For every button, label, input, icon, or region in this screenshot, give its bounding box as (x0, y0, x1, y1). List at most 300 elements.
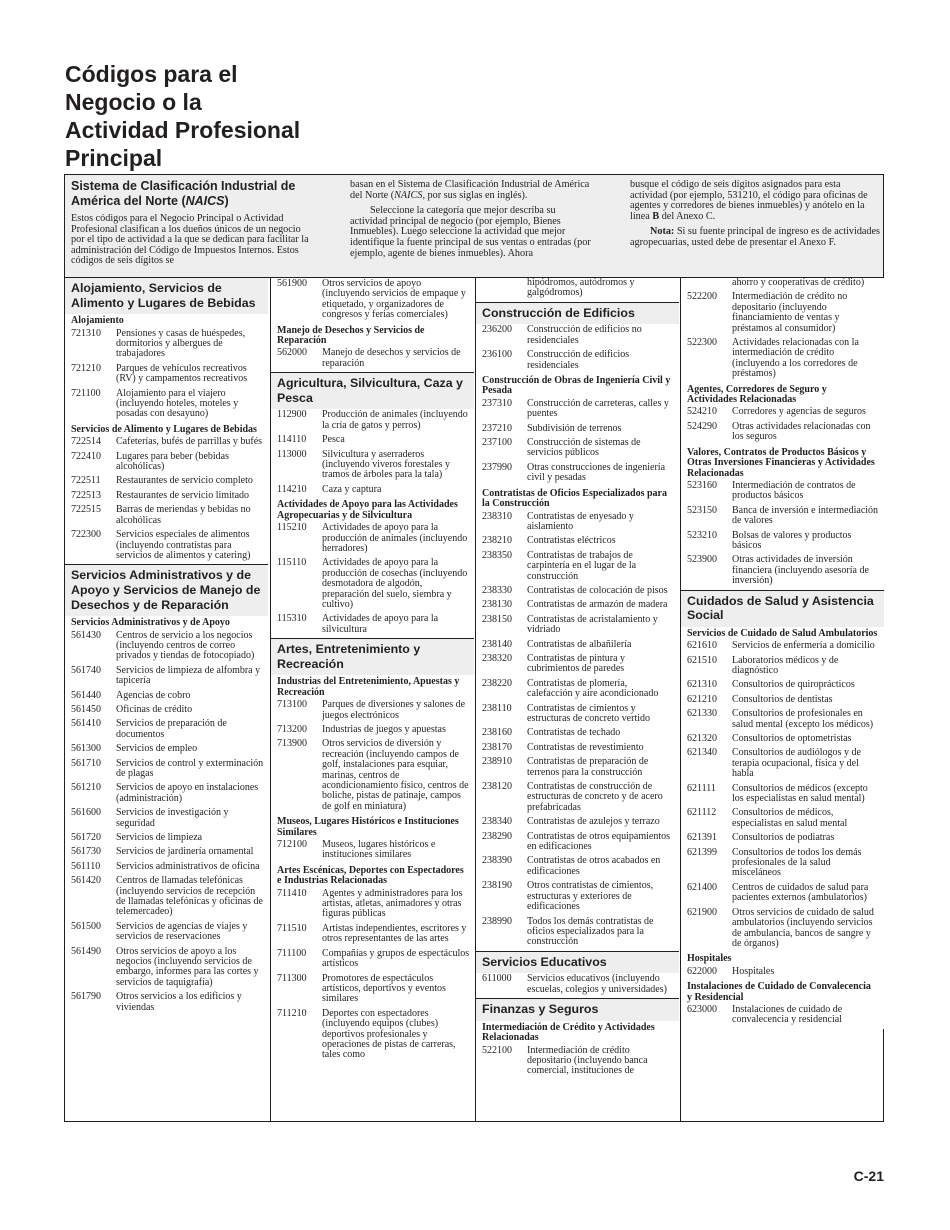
activity-description: Otras actividades relacionadas con los seguros (732, 420, 871, 443)
naics-code: 711300 (277, 972, 307, 984)
subcategory-heading: Alojamiento (71, 315, 124, 327)
naics-code: 621210 (687, 693, 717, 705)
code-entry (681, 966, 884, 980)
code-entry (65, 782, 268, 807)
intro-box (64, 174, 884, 278)
subcategory-heading: Actividades de Apoyo para las Actividades Agropecuarias y de Silvicultura (277, 499, 458, 521)
code-entry (271, 699, 474, 724)
activity-description: Parques de diversiones y salones de juegos electrónicos (322, 699, 466, 721)
naics-code: 721100 (71, 387, 101, 399)
activity-description: Centros de servicio a los negocios (incluyendo centros de correo privados y tiendas de fotocopiado) (116, 629, 255, 662)
activity-description: Producción de animales (incluyendo la cría de gatos y perros) (322, 409, 468, 431)
subcategory-heading: Industrias del Entretenimiento, Apuestas y Recreación (277, 676, 460, 698)
naics-code: 238120 (482, 781, 512, 793)
activity-description: Consultorios de optometristas (732, 733, 852, 744)
code-entry (271, 973, 474, 1008)
code-entry (271, 278, 474, 324)
activity-description: Industrias de juegos y apuestas (322, 723, 446, 735)
code-entry (65, 846, 268, 860)
code-entry (681, 337, 884, 383)
code-entry (271, 613, 474, 638)
code-entry (681, 655, 884, 680)
naics-code: 621310 (687, 679, 717, 691)
intro-col-3 (630, 180, 880, 249)
naics-code: 561410 (71, 718, 101, 730)
category-section (476, 998, 679, 1080)
code-entry (681, 882, 884, 907)
naics-code: 236200 (482, 324, 512, 336)
code-entry (476, 550, 679, 585)
activity-description: Agentes y administradores para los artistas, atletas, animadores y otras figuras públicas (322, 887, 463, 920)
code-entry (65, 921, 268, 946)
code-entry (271, 347, 474, 372)
naics-code: 561450 (71, 703, 101, 715)
naics-code: 238150 (482, 613, 512, 625)
code-entry (271, 738, 474, 815)
naics-code: 562000 (277, 347, 307, 359)
activity-description: Actividades de apoyo para la producción de animales (incluyendo herradores) (322, 522, 468, 554)
naics-code: 722410 (71, 450, 101, 462)
activity-description: Otros servicios de cuidado de salud ambulatorios (incluyendo servicios de ambulancia, bancos de sangre y de órganos) (732, 906, 874, 949)
page-title (65, 60, 300, 172)
naics-code: 621340 (687, 747, 717, 759)
naics-code: 238110 (482, 702, 512, 714)
code-entry (476, 639, 679, 653)
activity-description: Banca de inversión e intermediación de valores (732, 504, 879, 527)
code-entry (65, 328, 268, 363)
activity-description: Hospitales (732, 965, 775, 977)
activity-description: Bolsas de valores y productos básicos (732, 529, 852, 551)
code-entry (476, 880, 679, 915)
code-entry (65, 758, 268, 783)
naics-code: 722513 (71, 489, 101, 501)
naics-code: 621330 (687, 708, 717, 720)
activity-description: Contratistas de plomería, calefacción y aire acondicionado (527, 677, 659, 700)
code-entry (65, 490, 268, 504)
category-title: Finanzas y Seguros (476, 999, 679, 1021)
activity-description: Museos, lugares históricos e instituciones similares (322, 839, 436, 861)
naics-code: 713200 (277, 723, 307, 735)
activity-description: Contratistas de acristalamiento y vidriado (527, 613, 658, 636)
naics-code: 713100 (277, 699, 307, 711)
activity-description: Intermediación de crédito depositario (incluyendo banca comercial, instituciones de (527, 1044, 648, 1077)
activity-description: Actividades relacionadas con la intermediación de crédito (incluyendo a los corredores de préstamos) (732, 337, 859, 380)
title-line: Actividad Profesional (65, 117, 301, 143)
activity-description: Contratistas eléctricos (527, 535, 616, 547)
code-entry (681, 708, 884, 733)
activity-description: Agencias de cobro (116, 689, 191, 701)
naics-code: 561790 (71, 991, 101, 1003)
subcategory-heading: Hospitales (687, 953, 732, 965)
activity-description: Otros contratistas de cimientos, estructuras y exteriores de edificaciones (527, 880, 654, 913)
activity-description: Servicios de investigación y seguridad (116, 807, 229, 829)
code-entry (476, 585, 679, 599)
naics-code: 522200 (687, 291, 717, 303)
activity-description: Subdivisión de terrenos (527, 422, 622, 434)
code-entry (271, 948, 474, 973)
category-section (271, 638, 474, 1064)
naics-code: 561430 (71, 629, 101, 641)
category-section (65, 564, 268, 1016)
naics-code: 238170 (482, 741, 512, 753)
naics-code: 561600 (71, 807, 101, 819)
naics-code: 115110 (277, 557, 307, 569)
code-entry (271, 724, 474, 738)
naics-heading: Sistema de Clasificación Industrial de América del Norte (NAICS) (71, 179, 296, 208)
naics-code: 611000 (482, 973, 512, 985)
naics-code: 721210 (71, 362, 101, 374)
category-title: Construcción de Edificios (476, 303, 679, 325)
naics-code: 238390 (482, 855, 512, 867)
codes-column (65, 278, 268, 1121)
code-entry (681, 421, 884, 446)
category-title: Servicios Administrativos y de Apoyo y Servicios de Manejo de Desechos y de Reparación (65, 565, 268, 616)
activity-description: Artistas independientes, escritores y otros representantes de las artes (322, 922, 467, 945)
category-title: Alojamiento, Servicios de Alimento y Lugares de Bebidas (65, 278, 268, 314)
codes-column (681, 278, 884, 1121)
intro-col-2 (350, 180, 595, 259)
code-entry (271, 434, 474, 448)
code-entry (65, 504, 268, 529)
code-entry (476, 781, 679, 816)
title-line: Códigos para el (65, 61, 238, 87)
activity-description: Caza y captura (322, 483, 382, 495)
activity-description: Contratistas de otros equipamientos en edificaciones (527, 830, 671, 853)
code-entry (476, 855, 679, 880)
activity-description: Intermediación de contratos de productos básicos (732, 479, 856, 502)
activity-description: Contratistas de techado (527, 727, 621, 739)
code-entry (65, 363, 268, 388)
activity-description: Construcción de edificios residenciales (527, 349, 630, 371)
code-entry (476, 398, 679, 423)
code-entry (681, 679, 884, 693)
naics-code: 711510 (277, 922, 307, 934)
activity-description: Contratistas de albañilería (527, 638, 632, 650)
subcategory-heading: Contratistas de Oficios Especializados para la Construcción (482, 487, 667, 510)
code-entry (476, 278, 679, 302)
naics-code: 238160 (482, 727, 512, 739)
activity-description: Contratistas de colocación de pisos (527, 584, 668, 596)
subcategory-heading: Servicios Administrativos y de Apoyo (71, 617, 230, 629)
code-entry (65, 630, 268, 665)
code-entry (271, 1008, 474, 1064)
activity-description: Consultorios de todos los demás profesionales de la salud misceláneos (732, 846, 862, 879)
code-entry (476, 1045, 679, 1080)
code-entry (65, 451, 268, 476)
activity-description: Barras de meriendas y bebidas no alcohólicas (116, 504, 251, 526)
naics-code: 115310 (277, 613, 307, 625)
naics-code: 722515 (71, 504, 101, 516)
activity-description: Construcción de carreteras, calles y puentes (527, 397, 669, 420)
naics-code (482, 278, 527, 299)
naics-code: 621391 (687, 832, 717, 844)
code-entry (681, 291, 884, 337)
naics-code: 115210 (277, 522, 307, 534)
subcategory-heading: Museos, Lugares Históricos e Instituciones Similares (277, 816, 459, 838)
naics-code: 561420 (71, 875, 101, 887)
naics-code: 621320 (687, 733, 717, 744)
category-title: Agricultura, Silvicultura, Caza y Pesca (271, 373, 474, 409)
code-entry (271, 923, 474, 948)
naics-code: 561740 (71, 664, 101, 676)
code-entry (65, 946, 268, 992)
code-entry (476, 599, 679, 613)
activity-description: Oficinas de crédito (116, 703, 193, 715)
category-section (476, 302, 679, 951)
naics-code: 561500 (71, 920, 101, 932)
activity-description: Construcción de sistemas de servicios públicos (527, 437, 641, 459)
activity-description: Compañías y grupos de espectáculos artísticos (322, 947, 470, 970)
activity-description: Servicios educativos (incluyendo escuelas, colegios y universidades) (527, 973, 667, 995)
code-entry (271, 409, 474, 434)
naics-code: 621610 (687, 640, 717, 652)
activity-description: Alojamiento para el viajero (incluyendo hoteles, moteles y posadas con desayuno) (116, 387, 239, 420)
activity-description: Otras construcciones de ingeniería civil y pesadas (527, 461, 666, 484)
activity-description: Contratistas de trabajos de carpintería en el lugar de la construcción (527, 549, 637, 582)
activity-description: Corredores y agencias de seguros (732, 406, 866, 418)
naics-code: 711410 (277, 887, 307, 899)
code-entry (65, 475, 268, 489)
code-entry (681, 640, 884, 654)
naics-code: 561300 (71, 743, 101, 755)
naics-code: 238190 (482, 880, 512, 892)
naics-code: 112900 (277, 409, 307, 421)
naics-code: 561210 (71, 782, 101, 794)
naics-code: 237210 (482, 422, 512, 434)
naics-code: 238990 (482, 915, 512, 927)
activity-description: Otras actividades de inversión financiera (incluyendo asesoría de inversión) (732, 554, 869, 587)
naics-code: 621112 (687, 807, 717, 819)
code-entry (476, 535, 679, 549)
naics-code: 722514 (71, 436, 101, 448)
code-entry (476, 756, 679, 781)
code-entry (476, 614, 679, 639)
naics-code: 561490 (71, 945, 101, 957)
activity-description: ahorro y cooperativas de crédito) (732, 278, 865, 288)
activity-description: Consultorios de podiatras (732, 832, 835, 844)
code-entry (476, 349, 679, 374)
naics-code: 237990 (482, 461, 512, 473)
code-entry (681, 807, 884, 832)
activity-description: Contratistas de construcción de estructuras de concreto y de acero prefabricadas (527, 781, 663, 813)
activity-description: Contratistas de revestimiento (527, 741, 644, 753)
code-entry (681, 278, 884, 291)
activity-description: Contratistas de otros acabados en edificaciones (527, 855, 661, 877)
naics-code: 238340 (482, 816, 512, 828)
naics-code: 524290 (687, 420, 717, 432)
activity-description: Consultorios de profesionales en salud mental (excepto los médicos) (732, 708, 874, 730)
activity-description: Pesca (322, 434, 345, 446)
code-entry (681, 733, 884, 747)
naics-code: 621400 (687, 881, 717, 893)
category-section (271, 278, 474, 372)
code-entry (476, 727, 679, 741)
code-entry (681, 907, 884, 953)
naics-code: 114110 (277, 434, 307, 446)
naics-code: 561110 (71, 860, 101, 872)
activity-description: Intermediación de crédito no depositario (incluyendo financiamiento de ventas y préstamos al consumidor) (732, 291, 848, 334)
activity-description: hipódromos, autódromos y galgódromos) (527, 278, 635, 299)
code-entry (271, 839, 474, 864)
activity-description: Contratistas de enyesado y aislamiento (527, 510, 634, 532)
naics-code: 113000 (277, 448, 307, 460)
subcategory-heading: Instalaciones de Cuidado de Convalecencia y Residencial (687, 981, 871, 1003)
subcategory-heading: Intermediación de Crédito y Actividades Relacionadas (482, 1021, 655, 1044)
naics-code (687, 278, 732, 288)
naics-code: 721310 (71, 327, 101, 339)
activity-description: Contratistas de azulejos y terrazo (527, 816, 660, 828)
activity-description: Actividades de apoyo para la silvicultura (322, 613, 439, 635)
code-entry (65, 436, 268, 450)
code-entry (476, 831, 679, 856)
intro-col-1 (71, 175, 313, 267)
naics-code: 522100 (482, 1044, 512, 1056)
activity-description: Centros de llamadas telefónicas (incluyendo servicios de recepción de llamadas telefónicas y oficinas de telemercadeo) (116, 875, 263, 918)
subcategory-heading: Manejo de Desechos y Servicios de Reparación (277, 324, 425, 347)
activity-description: Consultorios de dentistas (732, 693, 833, 705)
intro-note: Nota: Si su fuente principal de ingreso es de actividades agropecuarias, usted debe de presentar el Anexo F. (630, 226, 881, 248)
activity-description: Servicios de empleo (116, 743, 198, 755)
activity-description: Manejo de desechos y servicios de reparación (322, 347, 461, 369)
intro-paragraph: basan en el Sistema de Clasificación Industrial de América del Norte (NAICS, por sus siglas en inglés). (350, 179, 590, 201)
title-line: Negocio o la (65, 89, 202, 115)
naics-code: 238330 (482, 584, 512, 596)
activity-description: Servicios de apoyo en instalaciones (administración) (116, 782, 259, 804)
activity-description: Servicios especiales de alimentos (incluyendo contratistas para servicios de alimentos y catering) (116, 529, 251, 561)
intro-paragraph: Seleccione la categoría que mejor describa su actividad principal de negocio (por ejemplo, Bienes Inmuebles). Luego seleccione la actividad que mejor identifique la fuente principal de sus ventas o entradas (por ejemplo, agente de bienes inmuebles). Ahora (350, 205, 591, 259)
activity-description: Instalaciones de cuidado de convalecencia y residencial (732, 1003, 843, 1026)
code-entry (681, 783, 884, 808)
category-section (681, 590, 884, 1029)
category-title: Artes, Entretenimiento y Recreación (271, 639, 474, 675)
code-entry (681, 505, 884, 530)
code-entry (271, 449, 474, 484)
activity-description: Contratistas de preparación de terrenos para la construcción (527, 756, 649, 778)
code-entry (681, 1004, 884, 1029)
naics-code: 621111 (687, 782, 716, 794)
code-entry (476, 703, 679, 728)
naics-code: 238210 (482, 535, 512, 547)
activity-description: Servicios de enfermería a domicilio (732, 640, 875, 652)
activity-description: Contratistas de armazón de madera (527, 599, 668, 611)
subcategory-heading: Agentes, Corredores de Seguro y Actividades Relacionadas (687, 383, 827, 406)
naics-code: 561710 (71, 757, 101, 769)
activity-description: Consultorios de audiólogos y de terapia ocupacional, física y del habla (732, 747, 861, 780)
category-title: Cuidados de Salud y Asistencia Social (681, 591, 884, 627)
code-entry (65, 704, 268, 718)
code-entry (681, 747, 884, 782)
naics-code: 561720 (71, 832, 101, 843)
subcategory-heading: Valores, Contratos de Productos Básicos y Otras Inversiones Financieras y Actividades Relacionadas (687, 446, 875, 479)
category-section (476, 278, 679, 302)
activity-description: Actividades de apoyo para la producción de cosechas (incluyendo desmotadora de algodón, preparación del suelo, siembra y cultivo) (322, 557, 468, 610)
category-title: Servicios Educativos (476, 952, 679, 974)
code-entry (476, 511, 679, 536)
code-entry (65, 529, 268, 564)
category-section (65, 278, 268, 564)
subcategory-heading: Servicios de Alimento y Lugares de Bebidas (71, 423, 257, 435)
activity-description: Construcción de edificios no residenciales (527, 324, 642, 346)
code-entry (65, 718, 268, 743)
activity-description: Restaurantes de servicio completo (116, 475, 253, 487)
naics-code: 623000 (687, 1003, 717, 1015)
naics-code: 711210 (277, 1007, 307, 1019)
code-entry (65, 832, 268, 846)
code-entry (271, 522, 474, 557)
activity-description: Servicios de limpieza de alfombra y tapicería (116, 664, 261, 687)
code-entry (476, 437, 679, 462)
activity-description: Cafeterías, bufés de parrillas y bufés (116, 436, 263, 448)
code-entry (476, 678, 679, 703)
code-entry (476, 816, 679, 830)
activity-description: Contratistas de pintura y cubrimientos de paredes (527, 652, 626, 675)
codes-column (271, 278, 474, 1121)
activity-description: Lugares para beber (bebidas alcohólicas) (116, 450, 229, 473)
naics-code: 561440 (71, 689, 101, 701)
activity-description: Servicios de preparación de documentos (116, 718, 227, 740)
code-entry (681, 554, 884, 589)
naics-code: 523150 (687, 504, 717, 516)
code-entry (65, 743, 268, 757)
naics-code: 561730 (71, 846, 101, 858)
activity-description: Laboratorios médicos y de diagnóstico (732, 654, 839, 676)
activity-description: Otros servicios de apoyo (incluyendo servicios de empaque y etiquetado, y organizadores de congresos y ferias comerciales) (322, 278, 466, 321)
naics-code: 621399 (687, 846, 717, 858)
activity-description: Restaurantes de servicio limitado (116, 489, 250, 501)
code-entry (681, 530, 884, 555)
naics-code: 238320 (482, 652, 512, 664)
subcategory-heading: Artes Escénicas, Deportes con Espectadores e Industrias Relacionadas (277, 864, 464, 887)
activity-description: Otros servicios a los edificios y viviendas (116, 991, 242, 1013)
activity-description: Pensiones y casas de huéspedes, dormitorios y albergues de trabajadores (116, 327, 246, 360)
category-section (681, 278, 884, 590)
activity-description: Servicios de jardinería ornamental (116, 846, 254, 858)
activity-description: Consultorios de médicos (excepto los especialistas en salud mental) (732, 782, 868, 805)
activity-description: Consultorios de médicos, especialistas en salud mental (732, 807, 848, 829)
naics-code: 238310 (482, 510, 512, 522)
subcategory-heading: Servicios de Cuidado de Salud Ambulatorios (687, 627, 878, 639)
activity-description: Servicios administrativos de oficina (116, 860, 260, 872)
category-section (476, 951, 679, 998)
code-entry (65, 665, 268, 690)
codes-column (476, 278, 679, 1121)
subcategory-heading: Construcción de Obras de Ingeniería Civil y Pesada (482, 375, 671, 397)
intro-paragraph: busque el código de seis dígitos asignados para esta actividad (por ejemplo, 531210, el código para oficinas de agentes y corredores de bienes inmuebles) y anótelo en la línea B del Anexo C. (630, 179, 868, 222)
naics-code: 523160 (687, 479, 717, 491)
code-entry (271, 484, 474, 498)
code-entry (271, 557, 474, 613)
naics-code: 712100 (277, 839, 307, 851)
naics-code: 561900 (277, 278, 307, 289)
activity-description: Todos los demás contratistas de oficios especializados para la construcción (527, 915, 654, 948)
naics-code: 237100 (482, 437, 512, 449)
code-entry (476, 653, 679, 678)
activity-description: Promotores de espectáculos artísticos, deportivos y eventos similares (322, 972, 446, 1005)
title-line: Principal (65, 145, 163, 171)
code-entry (476, 462, 679, 487)
code-entry (476, 742, 679, 756)
activity-description: Otros servicios de apoyo a los negocios (incluyendo servicios de embargo, informes para las cortes y servicios de taquigrafía) (116, 945, 259, 988)
naics-code: 238130 (482, 599, 512, 611)
code-entry (65, 875, 268, 921)
code-entry (65, 388, 268, 423)
code-entry (65, 991, 268, 1016)
naics-code: 236100 (482, 349, 512, 361)
activity-description: Contratistas de cimientos y estructuras de concreto vertido (527, 702, 651, 724)
activity-description: Servicios de control y exterminación de plagas (116, 757, 264, 779)
code-entry (65, 690, 268, 704)
codes-grid (64, 278, 884, 1122)
